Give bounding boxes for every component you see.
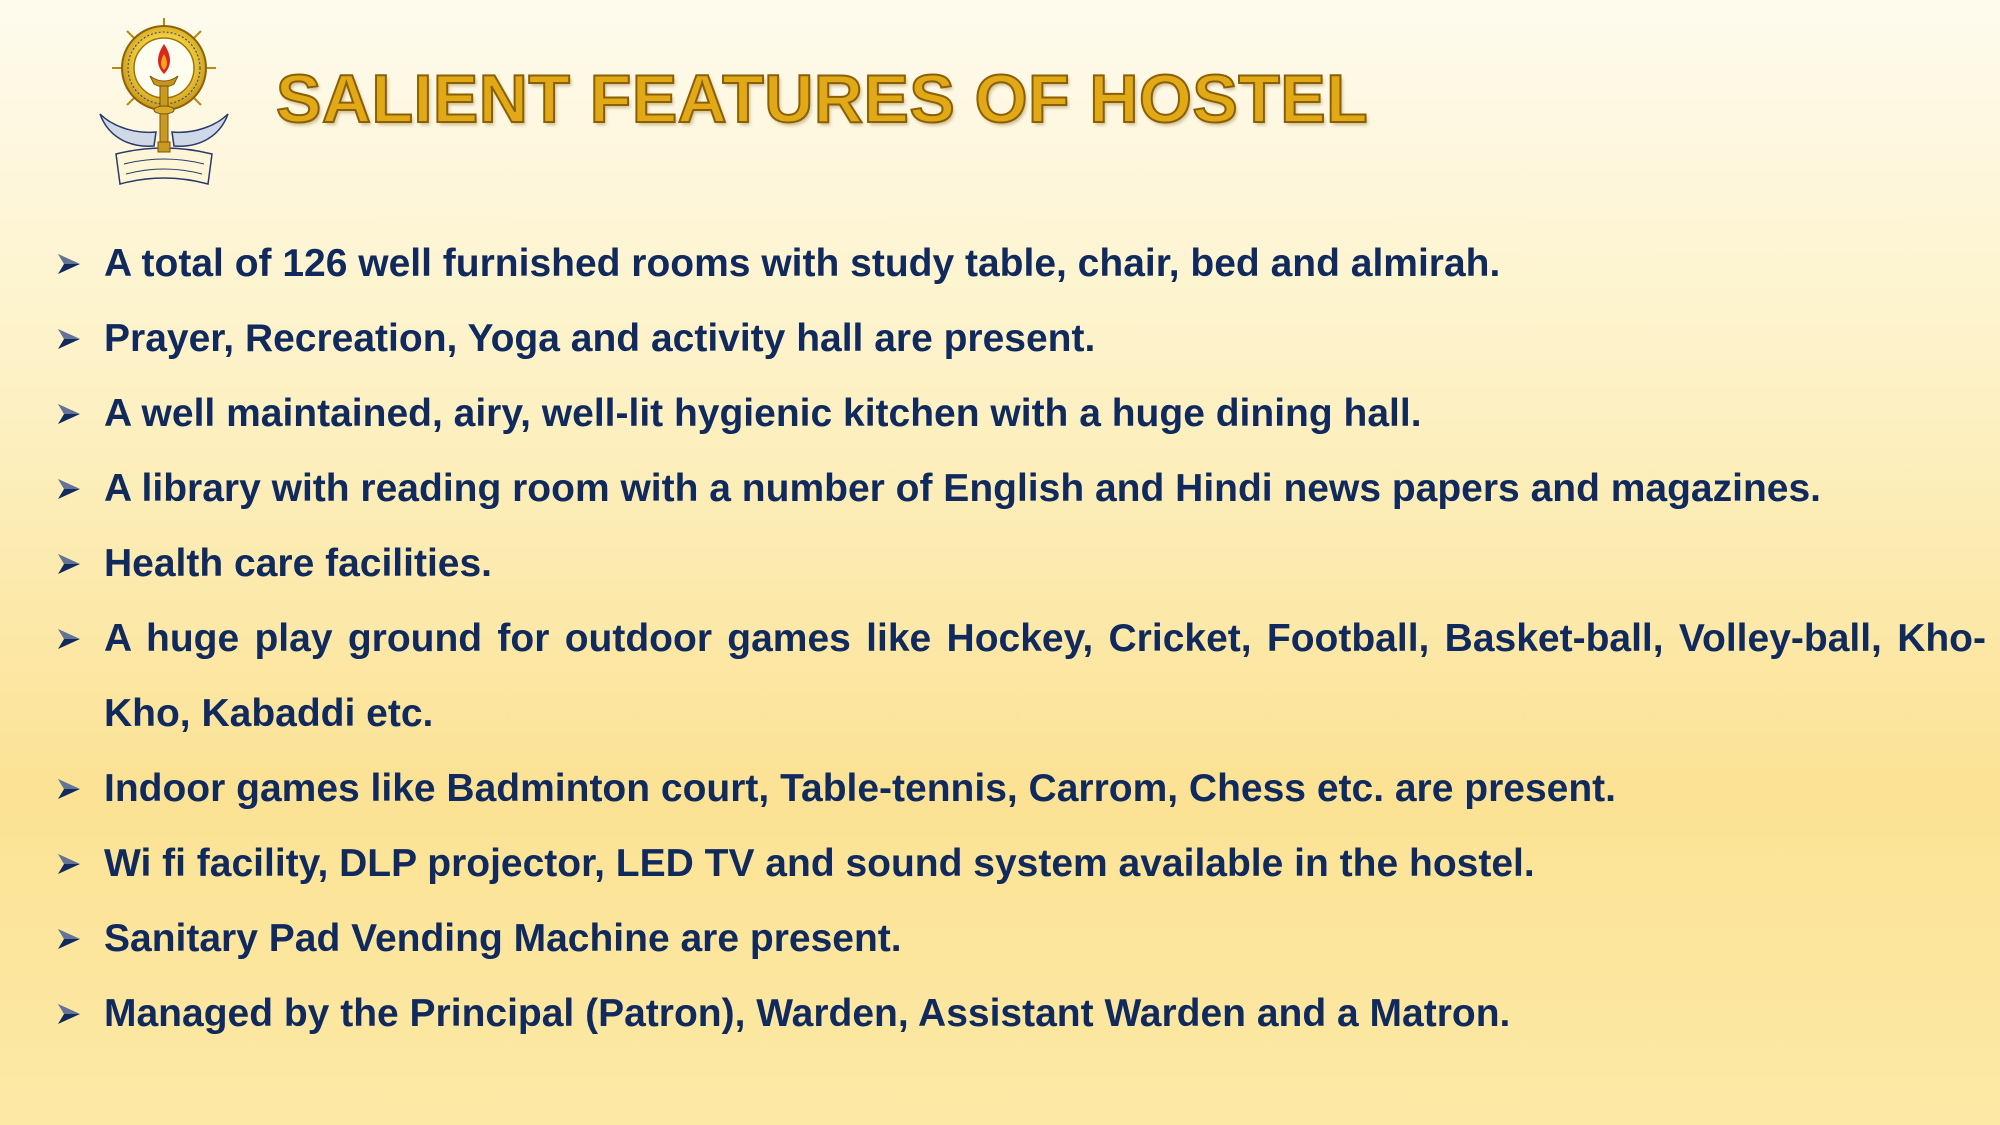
feature-text: Prayer, Recreation, Yoga and activity hall are present. <box>104 317 1096 360</box>
arrowhead-bullet-icon <box>56 401 82 427</box>
college-emblem-lamp-icon <box>94 14 234 196</box>
feature-text: Wi fi facility, DLP projector, LED TV and sound system available in the hostel. <box>104 842 1535 885</box>
list-item <box>56 751 1986 826</box>
feature-text: Sanitary Pad Vending Machine are present. <box>104 917 902 960</box>
list-item <box>56 976 1986 1051</box>
arrowhead-bullet-icon <box>56 776 82 802</box>
arrowhead-bullet-icon <box>56 926 82 952</box>
feature-text: A well maintained, airy, well-lit hygienic kitchen with a huge dining hall. <box>104 392 1422 435</box>
arrowhead-bullet-icon <box>56 851 82 877</box>
arrowhead-bullet-icon <box>56 326 82 352</box>
list-item <box>56 451 1986 526</box>
list-item <box>56 601 1986 751</box>
arrowhead-bullet-icon <box>56 476 82 502</box>
feature-text: Indoor games like Badminton court, Table-tennis, Carrom, Chess etc. are present. <box>104 767 1616 810</box>
list-item <box>56 301 1986 376</box>
page-title: SALIENT FEATURES OF HOSTEL <box>276 61 1369 137</box>
arrowhead-bullet-icon <box>56 251 82 277</box>
list-item <box>56 901 1986 976</box>
list-item <box>56 226 1986 301</box>
features-list <box>56 226 1986 1051</box>
arrowhead-bullet-icon <box>56 551 82 577</box>
list-item <box>56 376 1986 451</box>
feature-text: Managed by the Principal (Patron), Warden, Assistant Warden and a Matron. <box>104 992 1511 1035</box>
list-item <box>56 526 1986 601</box>
arrowhead-bullet-icon <box>56 626 82 652</box>
feature-text: A library with reading room with a number of English and Hindi news papers and magazines. <box>104 467 1821 510</box>
feature-text: A huge play ground for outdoor games like Hockey, Cricket, Football, Basket-ball, Volley-ball, Kho-Kho, Kabaddi etc. <box>104 617 1986 735</box>
feature-text: Health care facilities. <box>104 542 493 585</box>
list-item <box>56 826 1986 901</box>
feature-text: A total of 126 well furnished rooms with study table, chair, bed and almirah. <box>104 242 1501 285</box>
arrowhead-bullet-icon <box>56 1001 82 1027</box>
